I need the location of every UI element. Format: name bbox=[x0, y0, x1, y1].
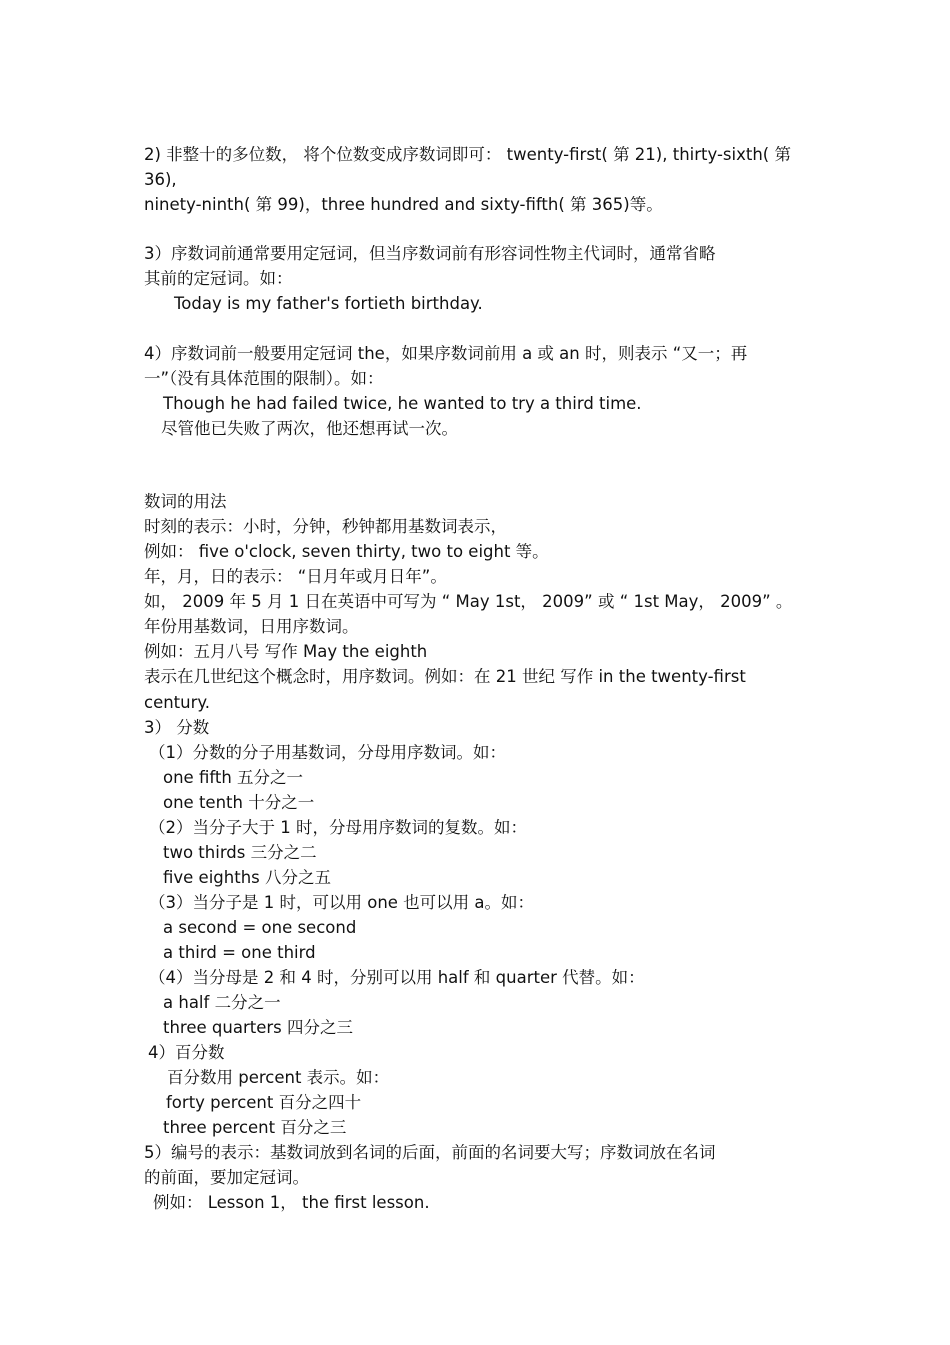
text-line: 36), bbox=[144, 170, 177, 189]
text-line: 例如： five o'clock, seven thirty, two to eight 等。 bbox=[144, 542, 549, 561]
text-line: 3）序数词前通常要用定冠词，但当序数词前有形容词性物主代词时，通常省略 bbox=[144, 244, 716, 263]
text-line: one tenth 十分之一 bbox=[163, 793, 315, 812]
text-line: 表示在几世纪这个概念时，用序数词。例如：在 21 世纪 写作 in the twenty-first bbox=[144, 667, 746, 686]
text-line: one fifth 五分之一 bbox=[163, 768, 304, 787]
text-line: 4）百分数 bbox=[148, 1043, 225, 1062]
text-line: 如， 2009 年 5 月 1 日在英语中可写为 “ May 1st， 2009” 或 “ 1st May， 2009” 。 bbox=[144, 592, 793, 611]
text-line: （2）当分子大于 1 时，分母用序数词的复数。如： bbox=[149, 818, 527, 837]
text-line: 一”（没有具体范围的限制）。如： bbox=[144, 369, 384, 388]
text-line: a second = one second bbox=[163, 918, 357, 937]
text-line: 3） 分数 bbox=[144, 718, 210, 737]
text-line: a third = one third bbox=[163, 943, 316, 962]
text-line: 其前的定冠词。如： bbox=[144, 269, 293, 288]
text-line: two thirds 三分之二 bbox=[163, 843, 317, 862]
text-line: 时刻的表示：小时，分钟，秒钟都用基数词表示， bbox=[144, 517, 507, 536]
text-line: Today is my father's fortieth birthday. bbox=[174, 294, 483, 313]
text-line: three percent 百分之三 bbox=[163, 1118, 347, 1137]
text-line: century. bbox=[144, 693, 211, 712]
text-line: （4）当分母是 2 和 4 时，分别可以用 half 和 quarter 代替。如： bbox=[149, 968, 645, 987]
text-line: （3）当分子是 1 时，可以用 one 也可以用 a。如： bbox=[149, 893, 535, 912]
text-line: Though he had failed twice, he wanted to try a third time. bbox=[163, 394, 642, 413]
text-line: forty percent 百分之四十 bbox=[166, 1093, 362, 1112]
text-line: 年，月，日的表示： “日月年或月日年”。 bbox=[144, 567, 447, 586]
section-heading: 数词的用法 bbox=[144, 492, 227, 511]
text-line: 4）序数词前一般要用定冠词 the，如果序数词前用 a 或 an 时，则表示 “又一；再 bbox=[144, 344, 748, 363]
text-line: 的前面，要加定冠词。 bbox=[144, 1168, 309, 1187]
text-line: （1）分数的分子用基数词，分母用序数词。如： bbox=[149, 743, 506, 762]
text-line: three quarters 四分之三 bbox=[163, 1018, 353, 1037]
text-line: a half 二分之一 bbox=[163, 993, 281, 1012]
text-line: 百分数用 percent 表示。如： bbox=[167, 1068, 390, 1087]
text-line: 例如： Lesson 1， the first lesson. bbox=[153, 1193, 430, 1212]
text-line: five eighths 八分之五 bbox=[163, 868, 331, 887]
text-line: 年份用基数词，日用序数词。 bbox=[144, 617, 359, 636]
text-line: 例如：五月八号 写作 May the eighth bbox=[144, 642, 428, 661]
text-line: 2) 非整十的多位数， 将个位数变成序数词即可： twenty-first( 第 21), thirty-sixth( 第 bbox=[144, 145, 791, 164]
text-line: ninety-ninth( 第 99)，three hundred and sixty-fifth( 第 365)等。 bbox=[144, 195, 663, 214]
text-line: 尽管他已失败了两次，他还想再试一次。 bbox=[161, 419, 458, 438]
text-line: 5）编号的表示：基数词放到名词的后面，前面的名词要大写；序数词放在名词 bbox=[144, 1143, 716, 1162]
